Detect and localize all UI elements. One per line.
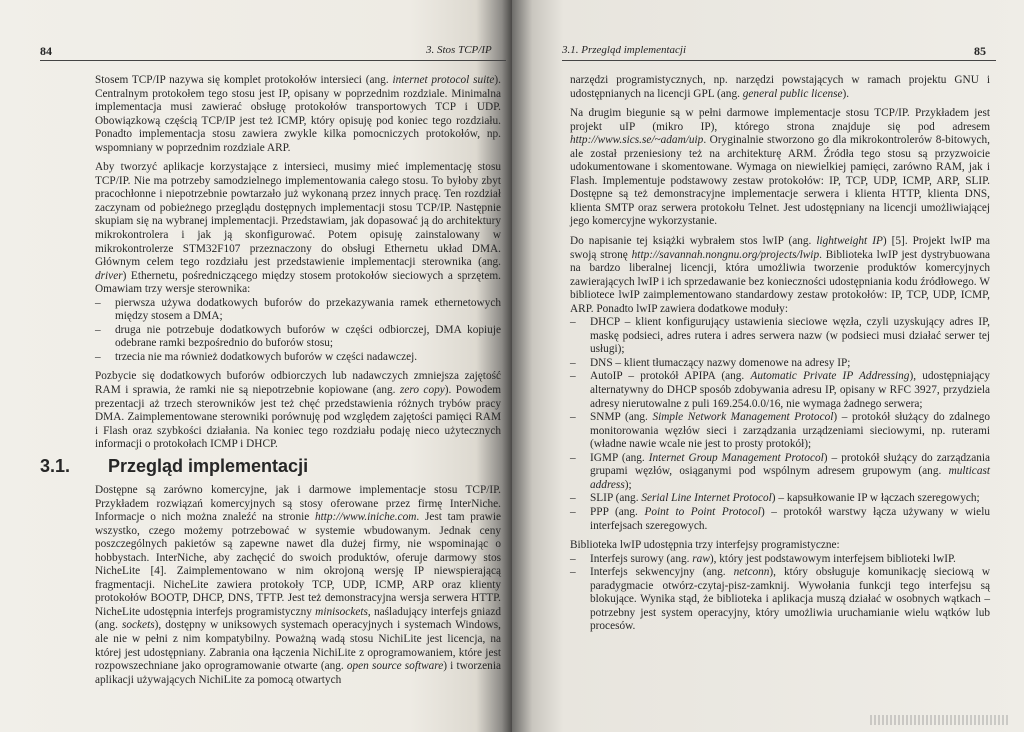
right-paragraphs [570, 74, 990, 316]
text-run: ) i tworzenia aplikacji używających NichiLite za pomocą otwartych [95, 660, 501, 686]
italic-term: Simple Network Management Protocol [652, 411, 834, 424]
italic-term: http://www.iniche.com [314, 511, 417, 524]
text-run: ). Centralnym protokołem tego stosu jest IP, opisany w poprzednim rozdziale. Minimalna implementacja musi zawierać obsługę protokołów transportowych TCP i UDP. Obowiązkową częścią TCP/IP jest też ICMP, który opisuję pod koniec tego rozdziału. Ponadto implementacja stosu zawiera zwykle kilka pomocniczych protokołów, np. wspomniany w poprzednim rozdziale ARP. [95, 74, 501, 154]
list-dash: – [570, 316, 576, 329]
list-item [95, 324, 501, 351]
text-run: , naśladujący interfejs gniazd (ang. [95, 605, 502, 632]
list-dash: – [570, 566, 576, 579]
list-item [570, 506, 990, 533]
text-run: Dostępne są zarówno komercyjne, jak i darmowe implementacje stosu TCP/IP. Przykładem rozwiązań komercyjnych są stosy oferowane przez firmę InterNiche. Informacje o nich można znaleźć na stronie [95, 484, 501, 524]
text-run: PPP (ang. [590, 505, 645, 518]
list-item [570, 370, 990, 411]
section-body-column [95, 484, 501, 687]
list-item-text [590, 316, 990, 355]
text-run: ) – kapsułkowanie IP w łączach szeregowych; [771, 492, 980, 505]
italic-term: Point to Point Protocol [644, 505, 761, 518]
list-dash: – [570, 370, 576, 383]
text-run: ). [842, 87, 850, 100]
paragraph [570, 235, 990, 316]
section-title: Przegląd implementacji [108, 456, 309, 476]
paragraph [570, 74, 990, 101]
text-run: ) – protokół służący do zarządzania grupami węzłów, osiąganymi pod wspólnym adresem grupowym (ang. [590, 451, 991, 478]
list-item-text [590, 411, 990, 450]
list-dash: – [95, 296, 101, 309]
left-intro-column [95, 74, 501, 452]
scan-mark [1000, 20, 1014, 22]
text-run: Pozbycie się dodatkowych buforów odbiorczych lub nadawczych zmniejsza zajętość RAM i sprawia, że ramki nie są niepotrzebnie kopiowane (ang. [95, 370, 501, 397]
list-item [570, 566, 990, 634]
text-run: . Oryginalnie stworzono go dla mikrokontrolerów 8-bitowych, ale został przeniesiony też na architekturę ARM. Źródła tego stosu są przyzwoicie udokumentowane i skomentowane. Wymaga on niewielkiej pamięci, zarówno RAM, jak i Flash. Implementuje podstawowy zestaw protokołów: IP, TCP, UDP, ICMP, ARP, SLIP. Dostępne są też demonstracyjne implementacje serwera i klienta HTTP, klienta DNS, klienta SMTP oraz serwera protokołu Telnet. Jest udostępniany na licencji umożliwiającej jego komercyjne wykorzystanie. [570, 134, 990, 228]
list-item [570, 411, 990, 452]
text-run: DNS – klient tłumaczący nazwy domenowe na adresy IP; [590, 356, 851, 369]
text-run: ), który jest podstawowym interfejsem biblioteki lwIP. [709, 552, 956, 565]
right-page [512, 0, 1024, 732]
text-run: ) – protokół warstwy łącza używany w wielu interfejsach szeregowych. [590, 505, 990, 532]
text-run: Na drugim biegunie są w pełni darmowe implementacje stosu TCP/IP. Przykładem jest projekt uIP (mikro IP), którego strona znajduje się pod adresem [570, 107, 990, 133]
italic-term: http://www.sics.se/~adam/uip [570, 134, 704, 147]
text-run: ), udostępniający alternatywny do DHCP sposób zdobywania adresu IP, opisany w RFC 3927, przydziela adresy nierutowalne z puli 169.254.0.0/16, nie wymaga żadnego serwera; [590, 370, 990, 410]
italic-term: zero copy [399, 384, 445, 397]
italic-term: minisockets [315, 605, 368, 618]
text-run: ) Ethernetu, pośredniczącego między stosem protokołów sieciowych a sprzętem. Omawiam trzy wersje sterownika: [95, 269, 501, 296]
list-dash: – [570, 505, 576, 518]
paragraph [570, 107, 990, 229]
italic-term: http://savannah.nongnu.org/projects/lwip [631, 248, 820, 261]
text-run: . Jest tam prawie wszystko, czego możemy potrzebować w systemie wbudowanym. Jednak ceny poszczególnych pakietów są zapewne nawet dla dużej firmy, nie wspominając o hobbystach. InterNiche, aby zachęcić do swoich produktów, oferuje darmowy stos NicheLite [4]. Zaimplementowano w nim okrojoną wersję IP niewspierającą fragmentacji. NicheLite zawiera protokoły TCP, UDP, ICMP, ARP oraz klienty protokołów BOOTP, DHCP, DNS, TFTP. Jest też demonstracyjna wersja serwera HTTP. NicheLite udostępnia interfejs programistyczny [95, 511, 501, 618]
list-item-text [590, 452, 990, 491]
lwip-modules-list [570, 316, 990, 533]
list-item [95, 297, 501, 324]
list-item-text: trzecia nie ma również dodatkowych buforów w części nadawczej. [115, 350, 418, 363]
page-number-left: 84 [40, 44, 52, 58]
section-number: 3.1. [40, 456, 71, 476]
italic-term: raw [692, 552, 710, 565]
list-item-text [590, 566, 990, 632]
italic-term: Internet Group Management Protocol [648, 451, 824, 464]
list-item [570, 452, 990, 493]
page-number-right: 85 [974, 44, 986, 58]
driver-versions-list [95, 297, 501, 365]
italic-term: Serial Line Internet Protocol [641, 492, 772, 505]
header-rule-left [40, 60, 506, 61]
italic-term: lightweight IP [816, 235, 883, 248]
text-run: ), dostępny w uniksowych systemach operacyjnych i systemach Windows, ale nie w pełni z nim kompatybilny. Poważną wadą stosu NichiLite jest licencja, na której jest udostępniany. Zabrania ona łączenia NichiLite z oprogramowaniem, które jest rozpowszechniane jako oprogramowanie otwarte (ang. [95, 619, 501, 673]
lwip-api-list [570, 553, 990, 634]
text-run: DHCP – klient konfigurujący ustawienia sieciowe węzła, czyli uzyskujący adres IP, maskę podsieci, adres rutera i adres serwera nazw (w podsieci musi działać serwer tej usługi); [590, 316, 990, 356]
list-item-text: pierwsza używa dodatkowych buforów do przekazywania ramek ethernetowych między stosem a DMA; [115, 296, 501, 323]
api-intro: Biblioteka lwIP udostępnia trzy interfejsy programistyczne: [570, 539, 840, 552]
italic-term: Automatic Private IP Addressing [750, 370, 910, 383]
list-item-text [590, 506, 990, 532]
list-dash: – [570, 411, 576, 424]
list-item-text: druga nie potrzebuje dodatkowych buforów w części odbiorczej, DMA kopiuje odebrane ramki bezpośrednio do buforów stosu; [115, 323, 501, 350]
text-run: AutoIP – protokół APIPA (ang. [590, 370, 751, 383]
paragraph [95, 370, 501, 451]
scan-shading [870, 715, 1010, 725]
italic-term: multicast address [590, 465, 990, 491]
list-dash: – [95, 323, 101, 336]
list-dash: – [95, 350, 101, 363]
italic-term: netconn [733, 566, 770, 579]
section-body-paragraphs [95, 484, 501, 687]
driver-summary-paragraph [95, 370, 501, 451]
text-run: Interfejs sekwencyjny (ang. [590, 566, 734, 579]
list-item-text [590, 357, 850, 369]
text-run: ) – protokół służący do zdalnego monitorowania węzłów sieci i zarządzania urządzeniami sieciowymi, np. ruterami (władne nawie wcale nie jest to prosty protokół); [590, 411, 991, 451]
list-item-text [590, 492, 980, 504]
text-run: SLIP (ang. [590, 492, 642, 505]
list-item-text [590, 370, 990, 409]
text-run: ) [5]. Projekt lwIP ma swoją stronę [570, 235, 991, 261]
text-run: Stosem TCP/IP nazywa się komplet protokołów intersieci (ang. [95, 74, 393, 86]
paragraph [95, 484, 501, 687]
list-item-text [590, 553, 956, 565]
text-run: ); [624, 478, 632, 491]
intro-paragraphs [95, 74, 501, 297]
text-run: Interfejs surowy (ang. [590, 552, 693, 565]
italic-term: general public license [742, 87, 843, 100]
list-item [570, 316, 990, 357]
italic-term: open source software [346, 660, 444, 673]
list-dash: – [570, 552, 576, 565]
running-head-right: 3.1. Przegląd implementacji [562, 44, 687, 56]
text-run: ). Powodem prezentacji aż trzech sterowników jest też chęć przedstawienia różnych trybów pracy DMA. Zaimplementowane sterowniki porównuję pod względem zajętości pamięci RAM i Flash oraz szybkości działania. Na koniec tego rozdziału podaję nieco użytecznych informacji o protokołach ICMP i DHCP. [95, 384, 501, 451]
list-item [570, 553, 990, 567]
text-run: IGMP (ang. [590, 451, 649, 464]
text-run: Aby tworzyć aplikacje korzystające z intersieci, musimy mieć implementację stosu TCP/IP. Nie ma potrzeby samodzielnego implementowania całego stosu. To byłoby zbyt pracochłonne i niepotrzebnie powtarzało już wykonaną przez innych pracę. Ten rozdział zaczynam od pobieżnego przeglądu dostępnych implementacji stosu TCP/IP. Następnie skupiam się na wybranej implementacji. Przedstawiam, jak dopasować ją do architektury mikrokontrolera i jak ją skonfigurować. Potem opisuję zainstalowany w mikrokontrolerze STM32F107 przeznaczony do obsługi Ethernetu układ DMA. Głównym celem tego rozdziału jest przedstawienie implementacji sterownika (ang. [95, 161, 501, 269]
text-run: SNMP (ang. [590, 411, 653, 424]
italic-term: driver [95, 269, 123, 282]
right-column [570, 74, 990, 634]
list-dash: – [570, 451, 576, 464]
text-run: Do napisanie tej książki wybrałem stos lwIP (ang. [570, 235, 817, 248]
section-heading [40, 452, 480, 480]
list-item [570, 492, 990, 506]
text-run: ), który obsługuje komunikację sieciową w paradygmacie otwórz-czytaj-pisz-zamknij. Wywołania funkcji tego interfejsu są blokujące. Wynika stąd, że biblioteka i aplikacja muszą działać w osobnych wątkach – potrzebny jest system operacyjny, który umożliwia uruchamianie wielu wątków lub procesów. [590, 566, 991, 633]
list-dash: – [570, 356, 576, 369]
italic-term: internet protocol suite [392, 74, 495, 86]
header-rule-right [562, 60, 996, 61]
paragraph [95, 74, 501, 155]
italic-term: sockets [121, 619, 155, 632]
list-dash: – [570, 492, 576, 505]
list-item [95, 351, 501, 365]
text-run: narzędzi programistycznych, np. narzędzi powstających w ramach projektu GNU i udostępnianych na licencji GPL (ang. [570, 74, 990, 100]
running-head-left: 3. Stos TCP/IP [426, 44, 492, 56]
text-run: . Biblioteka lwIP jest dystrybuowana na bardzo liberalnej licencji, która umożliwia tworzenie produktów komercyjnych zawierających lwIP i ich sprzedawanie bez konieczności udostępniania kodu źródłowego. W bibliotece lwIP zaimplementowano standardowy zestaw protokołów: IP, TCP, UDP, ICMP, ARP. Ponadto lwIP zawiera dodatkowe moduły: [570, 248, 990, 315]
paragraph [95, 161, 501, 296]
list-item [570, 357, 990, 371]
